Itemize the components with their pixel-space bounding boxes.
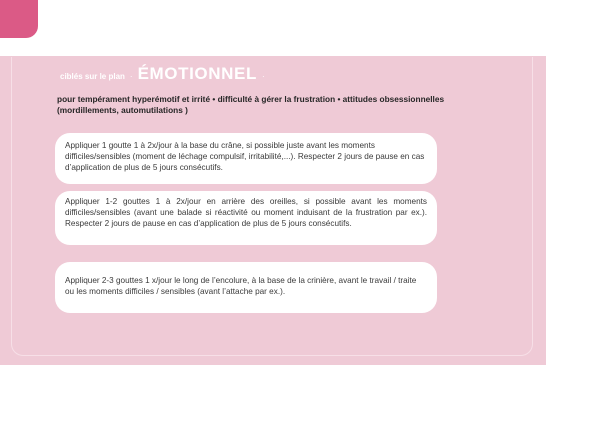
instruction-text: Appliquer 1-2 gouttes 1 à 2x/jour en arrière des oreilles, si possible avant les moments difficiles/sensibles (avant une balade si réactivité ou moment induisant de la frustration par ex.). Respecter 2 jours de pause en cas d’application de plus de 5 jours consécutifs. [65, 197, 427, 228]
instruction-card [55, 191, 437, 245]
instruction-card [55, 262, 437, 313]
heading-prefix: ciblés sur le plan [60, 72, 125, 81]
heading-dot: · [129, 72, 133, 81]
instruction-text: Appliquer 2-3 gouttes 1 x/jour le long de l’encolure, à la base de la crinière, avant le travail / traite ou les moments difficiles / sensibles (avant l’attache par ex.). [65, 276, 417, 296]
corner-tab [0, 0, 38, 38]
instruction-card [55, 133, 437, 184]
instruction-text: Appliquer 1 goutte 1 à 2x/jour à la base du crâne, si possible juste avant les moments difficiles/sensibles (moment de léchage compulsif, irritabilité,...). Respecter 2 jours de pause en cas d’application de plus de 5 jours consécutifs. [65, 141, 425, 172]
heading-dot: · [261, 72, 265, 81]
section-heading [60, 64, 265, 90]
indications-subtitle: pour tempérament hyperémotif et irrité • difficulté à gérer la frustration • attitudes obsessionnelles (mordillements, automutilations ) [57, 94, 445, 115]
heading-title: ÉMOTIONNEL [137, 64, 257, 83]
emotional-panel [0, 56, 546, 365]
